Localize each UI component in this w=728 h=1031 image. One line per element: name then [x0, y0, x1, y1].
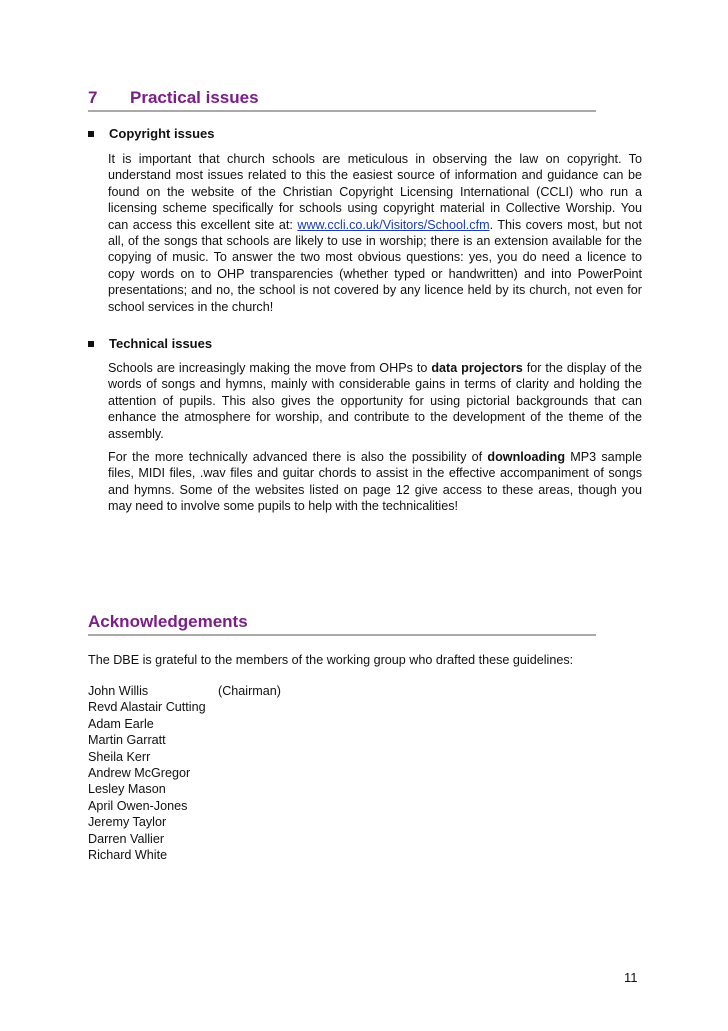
ccli-link[interactable]: www.ccli.co.uk/Visitors/School.cfm: [297, 217, 490, 232]
page-number: 11: [624, 970, 638, 985]
section-number: 7: [88, 88, 98, 107]
member-name: Adam Earle: [88, 716, 154, 731]
list-item: [88, 814, 206, 830]
member-name: Revd Alastair Cutting: [88, 700, 206, 715]
bullet-copyright: [88, 126, 214, 141]
list-item: [88, 798, 206, 814]
bullet-technical: [88, 336, 212, 351]
member-name: Martin Garratt: [88, 733, 166, 748]
acknowledgements-title: Acknowledgements: [88, 612, 248, 631]
technical-p1-bold: data projectors: [431, 361, 523, 375]
acknowledgements-intro: The DBE is grateful to the members of the working group who drafted these guidelines:: [88, 653, 574, 667]
copyright-text-2: . This covers most, but not all, of the songs that schools are likely to use in worship; there is an extension available for the copying of music. To answer the two most obvious questions: yes, you do need a licence to copy words on to OHP transparencies (whether typed or handwritten) and into PowerPoint presentations; and no, the school is not covered by any licence held by its church, not even for school services in the church!: [108, 217, 642, 314]
list-item: [88, 699, 206, 715]
member-name: Jeremy Taylor: [88, 815, 167, 830]
technical-p2-bold: downloading: [487, 450, 566, 464]
bullet-square-icon: [88, 341, 94, 347]
member-name: John Willis: [88, 684, 149, 698]
list-item: [88, 732, 206, 748]
list-item: [88, 847, 206, 863]
technical-title: Technical issues: [109, 336, 213, 351]
section-title: Practical issues: [130, 88, 259, 107]
acknowledgements-heading: [88, 612, 596, 636]
copyright-title: Copyright issues: [109, 126, 215, 141]
technical-p1-text-1: Schools are increasingly making the move from OHPs to: [108, 361, 432, 375]
members-list: [88, 683, 281, 863]
bullet-square-icon: [88, 131, 94, 137]
list-item: [88, 716, 206, 732]
member-name: Richard White: [88, 848, 168, 863]
technical-paragraph-1: [108, 360, 642, 442]
member-name: April Owen-Jones: [88, 798, 188, 813]
member-name: Andrew McGregor: [88, 766, 191, 781]
section-heading: [88, 88, 596, 112]
member-role: (Chairman): [218, 684, 281, 698]
list-item: [88, 831, 206, 847]
member-name: Lesley Mason: [88, 782, 166, 797]
list-item: [88, 781, 206, 797]
member-name: Darren Vallier: [88, 831, 165, 846]
member-name: Sheila Kerr: [88, 749, 151, 764]
technical-p1-text-2: for the display of the words of songs and hymns, mainly with considerable gains in terms of clarity and holding the attention of pupils. This also gives the opportunity for using pictorial backgrounds that can enhance the atmosphere for worship, and contribute to the development of the theme of the assembly.: [108, 361, 642, 441]
list-item: [88, 683, 281, 699]
list-item: [88, 765, 206, 781]
technical-paragraph-2: [108, 449, 642, 515]
technical-p2-text-1: For the more technically advanced there is also the possibility of: [108, 450, 488, 464]
list-item: [88, 749, 206, 765]
copyright-paragraph: [108, 151, 642, 315]
copyright-text-1: It is important that church schools are meticulous in observing the law on copyright. To understand most issues related to this the easiest source of information and guidance can be found on the website of the Christian Copyright Licensing International (CCLI) who run a licensing scheme specifically for schools using copyright material in Collective Worship. You can access this excellent site at:: [108, 152, 642, 232]
technical-p2-text-2: MP3 sample files, MIDI files, .wav files and guitar chords to assist in the effective accompaniment of songs and hymns. Some of the websites listed on page 12 give access to these areas, though you may need to involve some pupils to help with the technicalities!: [108, 450, 642, 514]
